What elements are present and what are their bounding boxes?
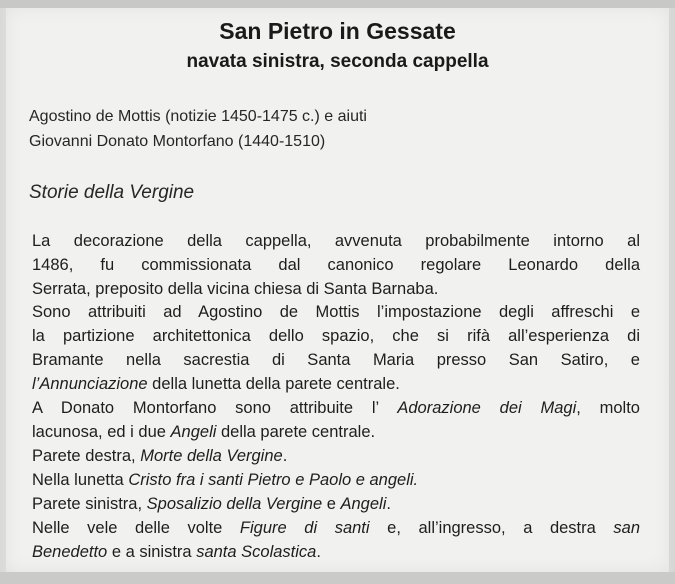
body-text: Parete destra,	[32, 447, 141, 465]
information-panel	[6, 8, 669, 572]
body-text: e, all’ingresso, a destra	[369, 519, 614, 537]
body-text: .	[386, 495, 391, 513]
body-italic: san	[613, 519, 641, 537]
body-italic: Cristo fra i santi Pietro e Paolo e angeli.	[128, 471, 419, 489]
body-line: La decorazione della cappella, avvenuta probabilmente intorno al	[32, 232, 640, 250]
body-line	[32, 470, 640, 490]
body-line: 1486, fu commissionata dal canonico regolare Leonardo della	[32, 256, 640, 274]
body-line	[32, 398, 640, 418]
body-line: Serrata, preposito della vicina chiesa di Santa Barnaba.	[32, 280, 439, 298]
body-italic: santa Scolastica	[196, 543, 317, 561]
body-text: , molto	[576, 399, 640, 417]
body-text: della parete centrale.	[216, 423, 376, 441]
body-italic: Angeli	[340, 495, 387, 513]
body-text: .	[316, 543, 321, 561]
body-line: Bramante nella sacrestia di Santa Maria presso San Satiro, e	[32, 351, 640, 369]
body-line	[32, 518, 640, 538]
body-text: e a sinistra	[107, 543, 197, 561]
body-text: Nelle vele delle volte	[32, 519, 240, 537]
wall-edge-top	[0, 0, 675, 8]
body-text: e	[322, 495, 341, 513]
body-line: la partizione architettonica dello spazio, che si rifà all’esperienza di	[32, 327, 640, 345]
body-italic: Benedetto	[32, 543, 108, 561]
body-italic: Figure di santi	[239, 519, 370, 537]
body-text: Nella lunetta	[32, 471, 129, 489]
body-italic: Sposalizio della Vergine	[146, 495, 323, 513]
body-text: A Donato Montorfano sono attribuite l’	[32, 399, 398, 417]
artist-line-2: Giovanni Donato Montorfano (1440-1510)	[29, 133, 326, 150]
body-italic: Morte della Vergine	[140, 447, 283, 465]
body-line	[32, 494, 640, 514]
body-line	[32, 374, 640, 394]
body-line	[32, 542, 640, 562]
page-title: San Pietro in Gessate	[219, 18, 456, 44]
body-text: Parete sinistra,	[32, 495, 147, 513]
body-text: .	[282, 447, 288, 465]
body-italic: l’Annunciazione	[32, 375, 148, 393]
body-italic: Angeli	[170, 423, 217, 441]
page-subtitle: navata sinistra, seconda cappella	[186, 51, 489, 72]
body-line: Sono attribuiti ad Agostino de Mottis l’impostazione degli affreschi e	[32, 303, 640, 321]
body-line	[32, 446, 640, 466]
body-line	[32, 422, 640, 442]
section-title: Storie della Vergine	[29, 182, 195, 203]
artist-line-1: Agostino de Mottis (notizie 1450-1475 c.) e aiuti	[29, 108, 367, 125]
body-italic: Adorazione dei Magi	[397, 399, 577, 417]
body-text: della lunetta della parete centrale.	[147, 375, 400, 393]
body-text: lacunosa, ed i due	[32, 423, 171, 441]
wall-edge-bottom	[0, 572, 675, 584]
